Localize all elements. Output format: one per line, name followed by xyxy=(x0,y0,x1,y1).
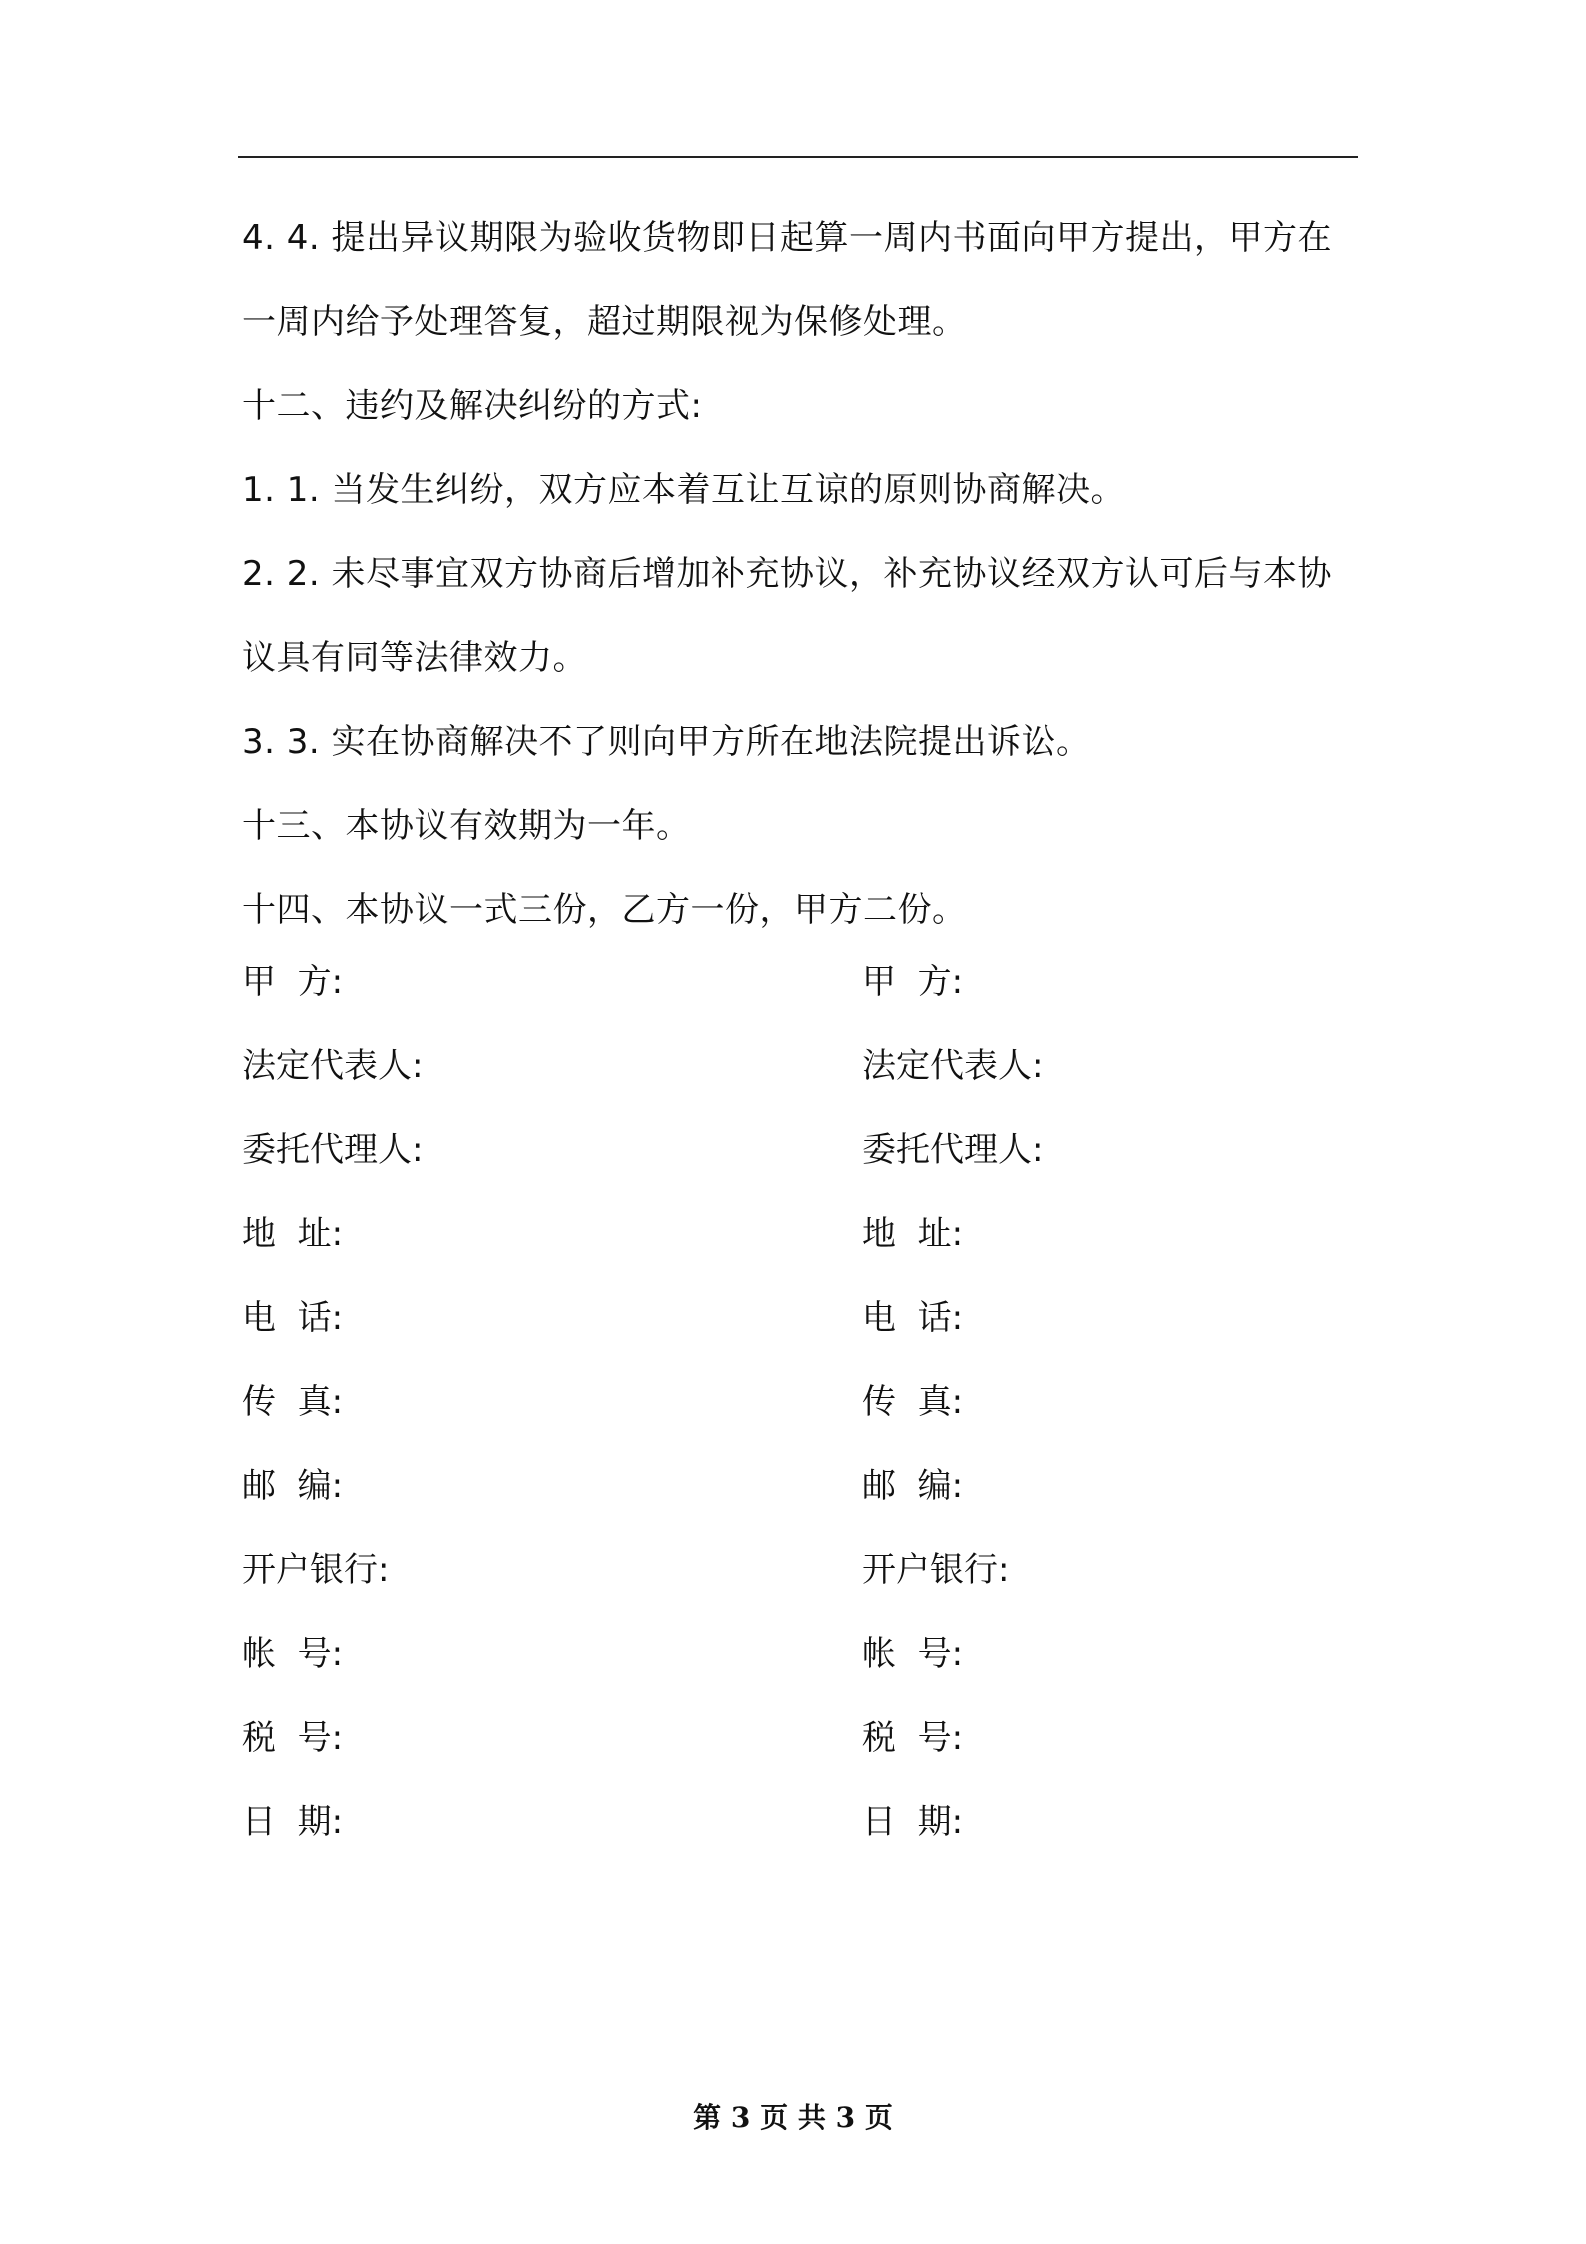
right-date-label: 日 期: xyxy=(862,1802,964,1842)
signature-row-agent xyxy=(242,1108,1358,1192)
clause-4-4: 4. 4. 提出异议期限为验收货物即日起算一周内书面向甲方提出，甲方在一周内给予处理答复，超过期限视为保修处理。 xyxy=(242,218,1332,342)
right-postcode-label: 邮 编: xyxy=(862,1466,964,1506)
right-tax-label: 税 号: xyxy=(862,1718,964,1758)
signature-block xyxy=(242,940,1358,1864)
contract-body xyxy=(242,196,1358,952)
signature-row-address xyxy=(242,1192,1358,1276)
left-account-label: 帐 号: xyxy=(242,1634,344,1674)
signature-row-tax xyxy=(242,1696,1358,1780)
signature-row-party xyxy=(242,940,1358,1024)
left-postcode-label: 邮 编: xyxy=(242,1466,344,1506)
page-number: 第 3 页 共 3 页 xyxy=(693,2101,893,2134)
right-legal-rep-label: 法定代表人: xyxy=(862,1046,1044,1086)
left-fax-label: 传 真: xyxy=(242,1382,344,1422)
section-12-heading: 十二、违约及解决纠纷的方式: xyxy=(242,386,703,426)
left-legal-rep-label: 法定代表人: xyxy=(242,1046,424,1086)
right-account-label: 帐 号: xyxy=(862,1634,964,1674)
section-13: 十三、本协议有效期为一年。 xyxy=(242,806,691,846)
header-divider xyxy=(238,156,1358,158)
signature-row-date xyxy=(242,1780,1358,1864)
right-fax-label: 传 真: xyxy=(862,1382,964,1422)
right-agent-label: 委托代理人: xyxy=(862,1130,1044,1170)
section-14: 十四、本协议一式三份，乙方一份，甲方二份。 xyxy=(242,890,967,930)
left-bank-label: 开户银行: xyxy=(242,1550,390,1590)
right-phone-label: 电 话: xyxy=(862,1298,964,1338)
right-party-label: 甲 方: xyxy=(862,962,964,1002)
right-bank-label: 开户银行: xyxy=(862,1550,1010,1590)
left-date-label: 日 期: xyxy=(242,1802,344,1842)
signature-row-legal-rep xyxy=(242,1024,1358,1108)
left-tax-label: 税 号: xyxy=(242,1718,344,1758)
signature-row-account xyxy=(242,1612,1358,1696)
clause-3-3: 3. 3. 实在协商解决不了则向甲方所在地法院提出诉讼。 xyxy=(242,722,1091,762)
left-address-label: 地 址: xyxy=(242,1214,344,1254)
signature-row-bank xyxy=(242,1528,1358,1612)
signature-row-postcode xyxy=(242,1444,1358,1528)
signature-row-fax xyxy=(242,1360,1358,1444)
right-address-label: 地 址: xyxy=(862,1214,964,1254)
signature-row-phone xyxy=(242,1276,1358,1360)
clause-2-2: 2. 2. 未尽事宜双方协商后增加补充协议，补充协议经双方认可后与本协议具有同等法律效力。 xyxy=(242,554,1332,678)
left-party-label: 甲 方: xyxy=(242,962,344,1002)
left-agent-label: 委托代理人: xyxy=(242,1130,424,1170)
clause-1-1: 1. 1. 当发生纠纷，双方应本着互让互谅的原则协商解决。 xyxy=(242,470,1125,510)
left-phone-label: 电 话: xyxy=(242,1298,344,1338)
